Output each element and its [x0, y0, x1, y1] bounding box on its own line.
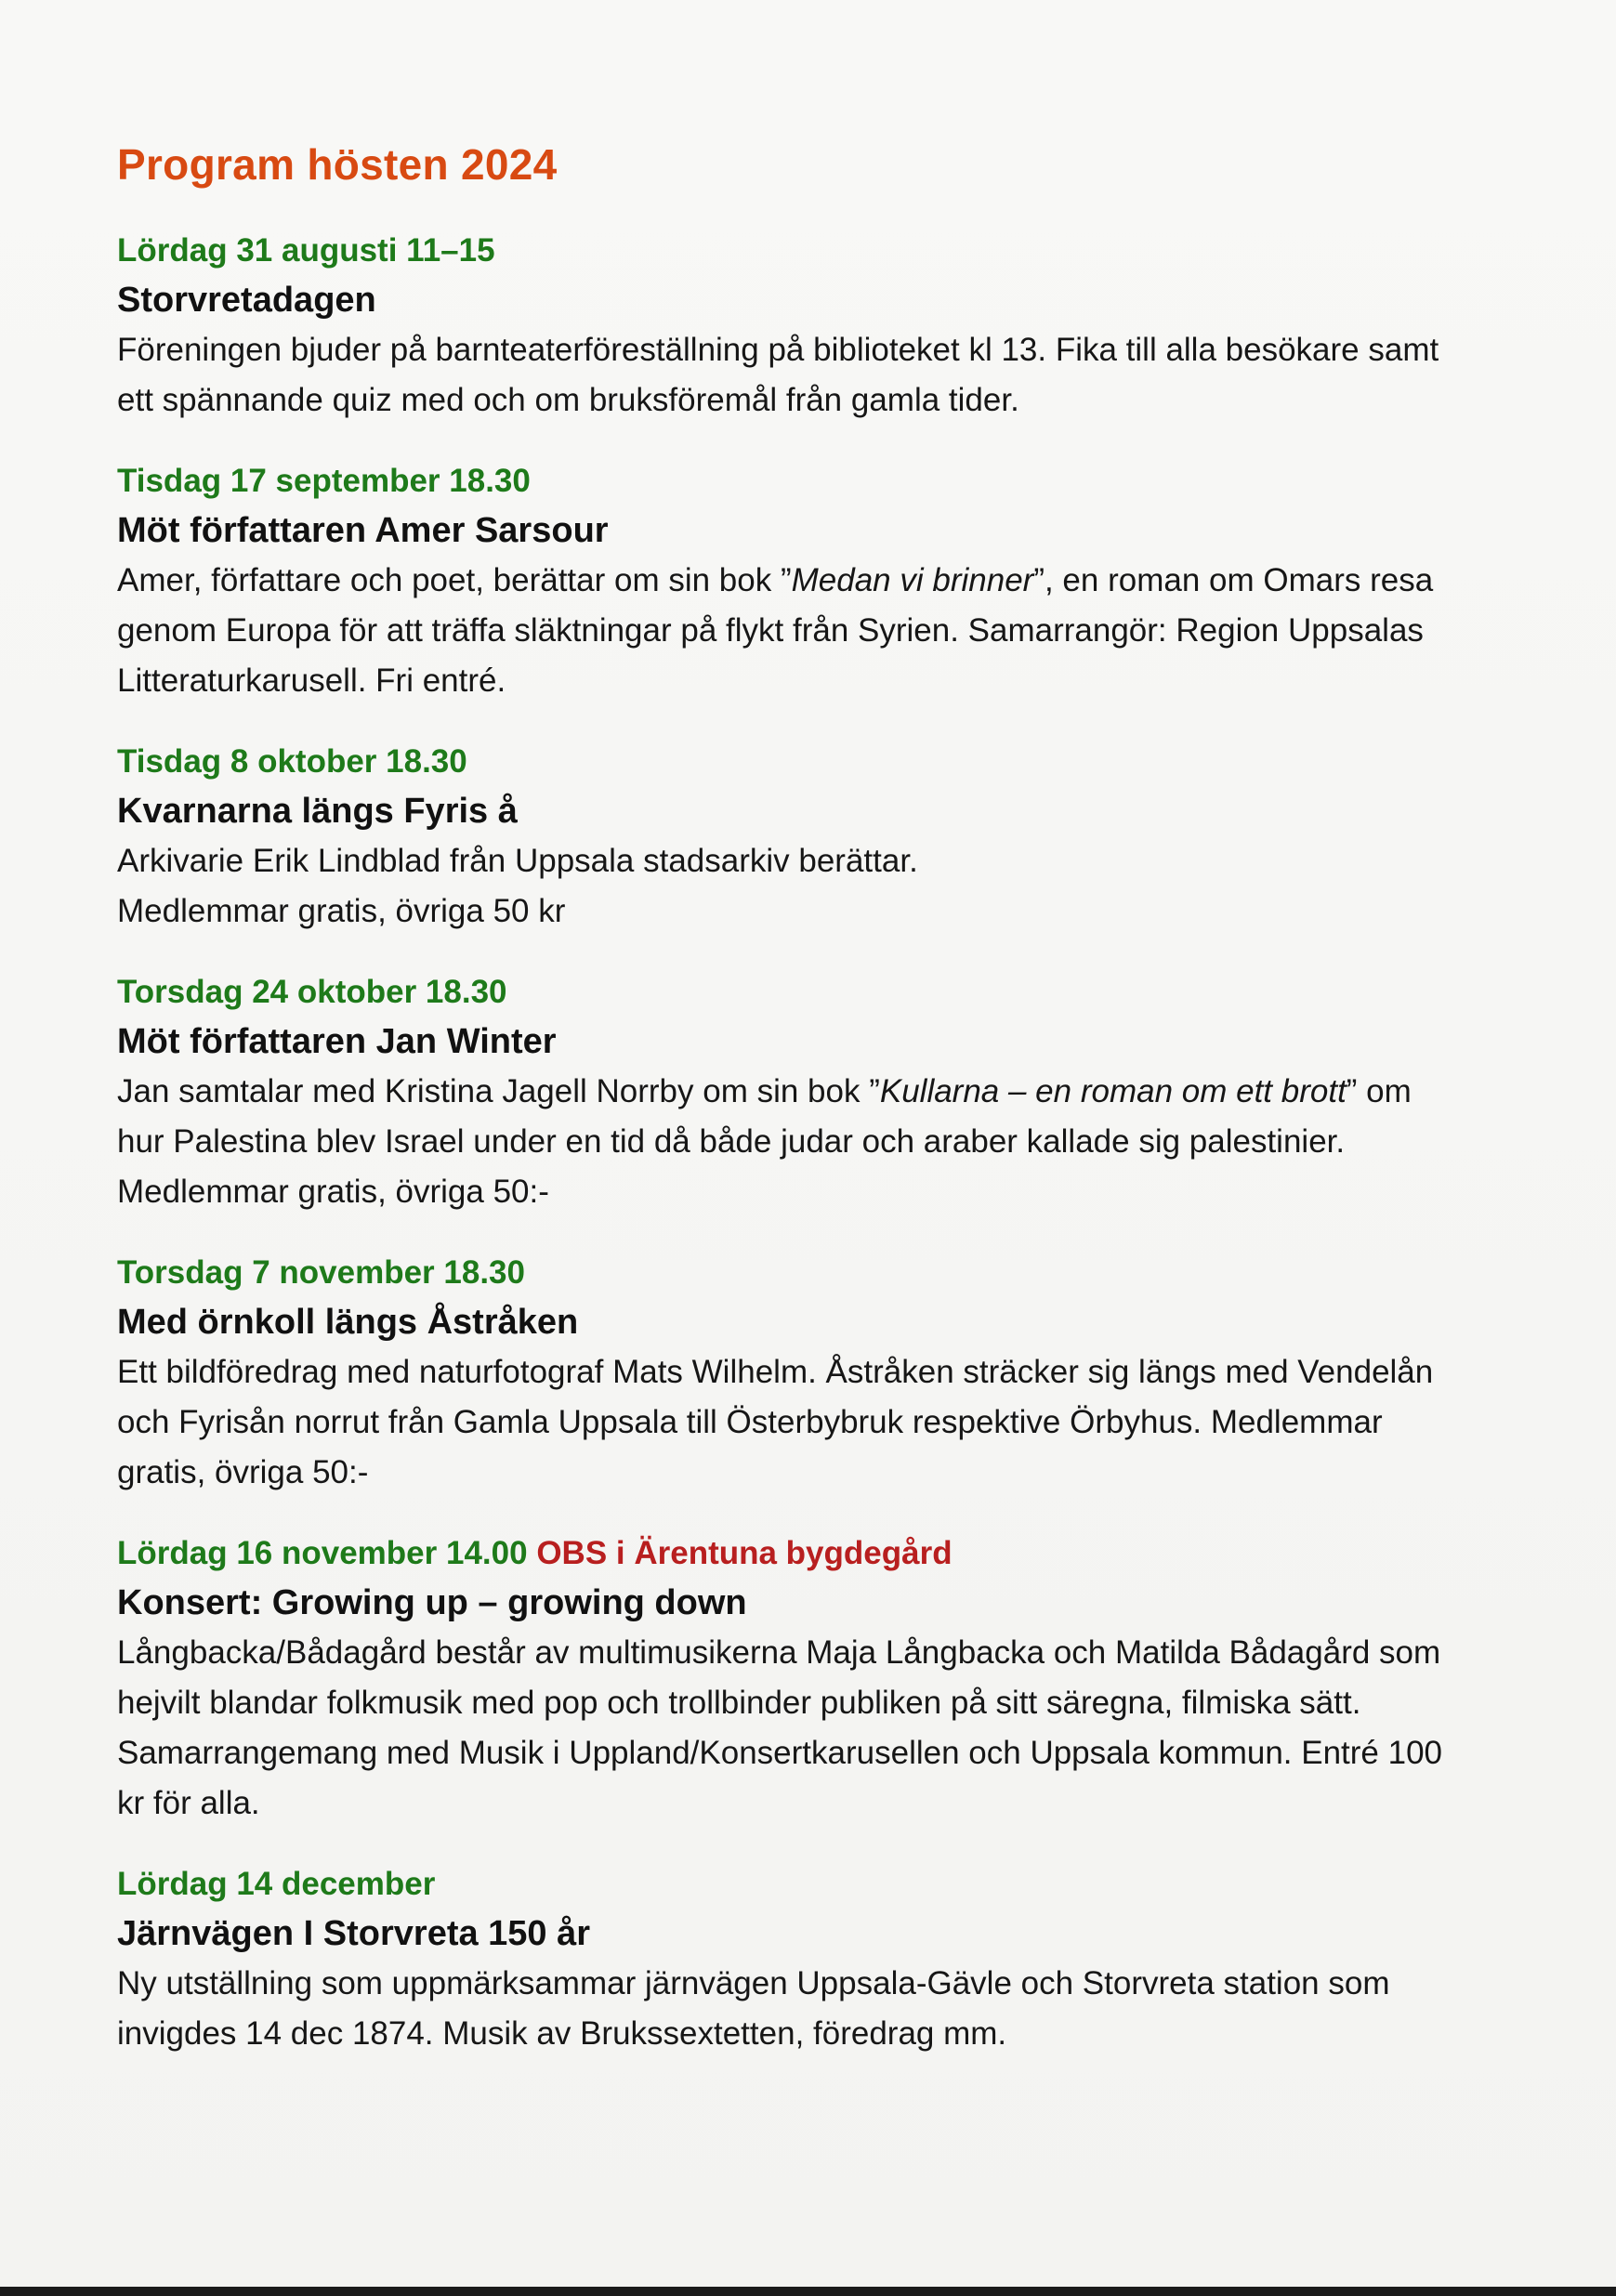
description-text: Ny utställning som uppmärksammar järnvägen Uppsala-Gävle och Storvreta station som invigdes 14 dec 1874. Musik av Brukssextetten, föredrag mm. [117, 1965, 1390, 2052]
event-date [117, 738, 1455, 786]
event-date [117, 1860, 1455, 1909]
event-description [117, 1067, 1455, 1217]
event-date [117, 457, 1455, 505]
event-date-text: Lördag 14 december [117, 1866, 436, 1902]
book-title: Kullarna – en roman om ett brott [879, 1073, 1347, 1109]
event-date [117, 1529, 1455, 1578]
program-document [117, 139, 1455, 2091]
description-text: Amer, författare och poet, berättar om sin bok ” [117, 562, 792, 598]
event-venue-note: OBS i Ärentuna bygdegård [536, 1535, 953, 1571]
event-description [117, 556, 1455, 706]
description-text: Jan samtalar med Kristina Jagell Norrby om sin bok ” [117, 1073, 880, 1109]
event-description [117, 1628, 1455, 1829]
admission-info: Medlemmar gratis, övriga 50 kr [117, 893, 566, 929]
event-date-text: Torsdag 7 november 18.30 [117, 1254, 525, 1291]
event-item [117, 1529, 1455, 1829]
event-description [117, 1959, 1455, 2059]
event-item [117, 1249, 1455, 1498]
event-date [117, 1249, 1455, 1297]
description-text: ” om hur Palestina blev Israel under en tid då både judar och araber kallade sig palestinier. Medlemmar gratis, övriga 50:- [117, 1073, 1412, 1210]
event-date [117, 227, 1455, 275]
event-item [117, 227, 1455, 426]
description-text: Ett bildföredrag med naturfotograf Mats Wilhelm. Åstråken sträcker sig längs med Vendelån och Fyrisån norrut från Gamla Uppsala till Österbybruk respektive Örbyhus. Medlemmar gratis, övriga 50:- [117, 1354, 1434, 1490]
event-title: Möt författaren Jan Winter [117, 1022, 557, 1061]
event-date-text: Lördag 31 augusti 11–15 [117, 232, 495, 269]
description-text: ”, en roman om Omars resa genom Europa för att träffa släktningar på flykt från Syrien. Samarrangör: Region Uppsalas Litteraturkarusell. Fri entré. [117, 562, 1434, 699]
scan-bottom-edge [0, 2287, 1616, 2296]
event-date-text: Torsdag 24 oktober 18.30 [117, 974, 507, 1010]
event-title: Storvretadagen [117, 281, 376, 320]
event-description [117, 836, 1455, 937]
event-description [117, 1347, 1455, 1498]
book-title: Medan vi brinner [791, 562, 1034, 598]
event-date-text: Tisdag 17 september 18.30 [117, 463, 531, 499]
event-list [117, 227, 1455, 2059]
page-title: Program hösten 2024 [117, 140, 558, 189]
event-item [117, 968, 1455, 1217]
event-title: Möt författaren Amer Sarsour [117, 511, 609, 550]
description-text: Arkivarie Erik Lindblad från Uppsala stadsarkiv berättar. [117, 843, 918, 879]
event-item [117, 738, 1455, 937]
event-date-text: Lördag 16 november 14.00 [117, 1535, 528, 1571]
description-text: Långbacka/Bådagård består av multimusikerna Maja Långbacka och Matilda Bådagård som hejvilt blandar folkmusik med pop och trollbinder publiken på sitt säregna, filmiska sätt. Samarrangemang med Musik i Uppland/Konsertkarusellen och Uppsala kommun. Entré 100 kr för alla. [117, 1634, 1443, 1821]
event-title: Järnvägen I Storvreta 150 år [117, 1914, 591, 1953]
event-title: Kvarnarna längs Fyris å [117, 792, 518, 831]
event-item [117, 1860, 1455, 2059]
event-item [117, 457, 1455, 706]
event-description [117, 325, 1455, 426]
description-text: Föreningen bjuder på barnteaterföreställning på biblioteket kl 13. Fika till alla besökare samt ett spännande quiz med och om bruksföremål från gamla tider. [117, 332, 1439, 418]
event-title: Med örnkoll längs Åstråken [117, 1303, 579, 1342]
event-date-text: Tisdag 8 oktober 18.30 [117, 743, 467, 780]
event-title: Konsert: Growing up – growing down [117, 1583, 747, 1622]
event-date [117, 968, 1455, 1017]
